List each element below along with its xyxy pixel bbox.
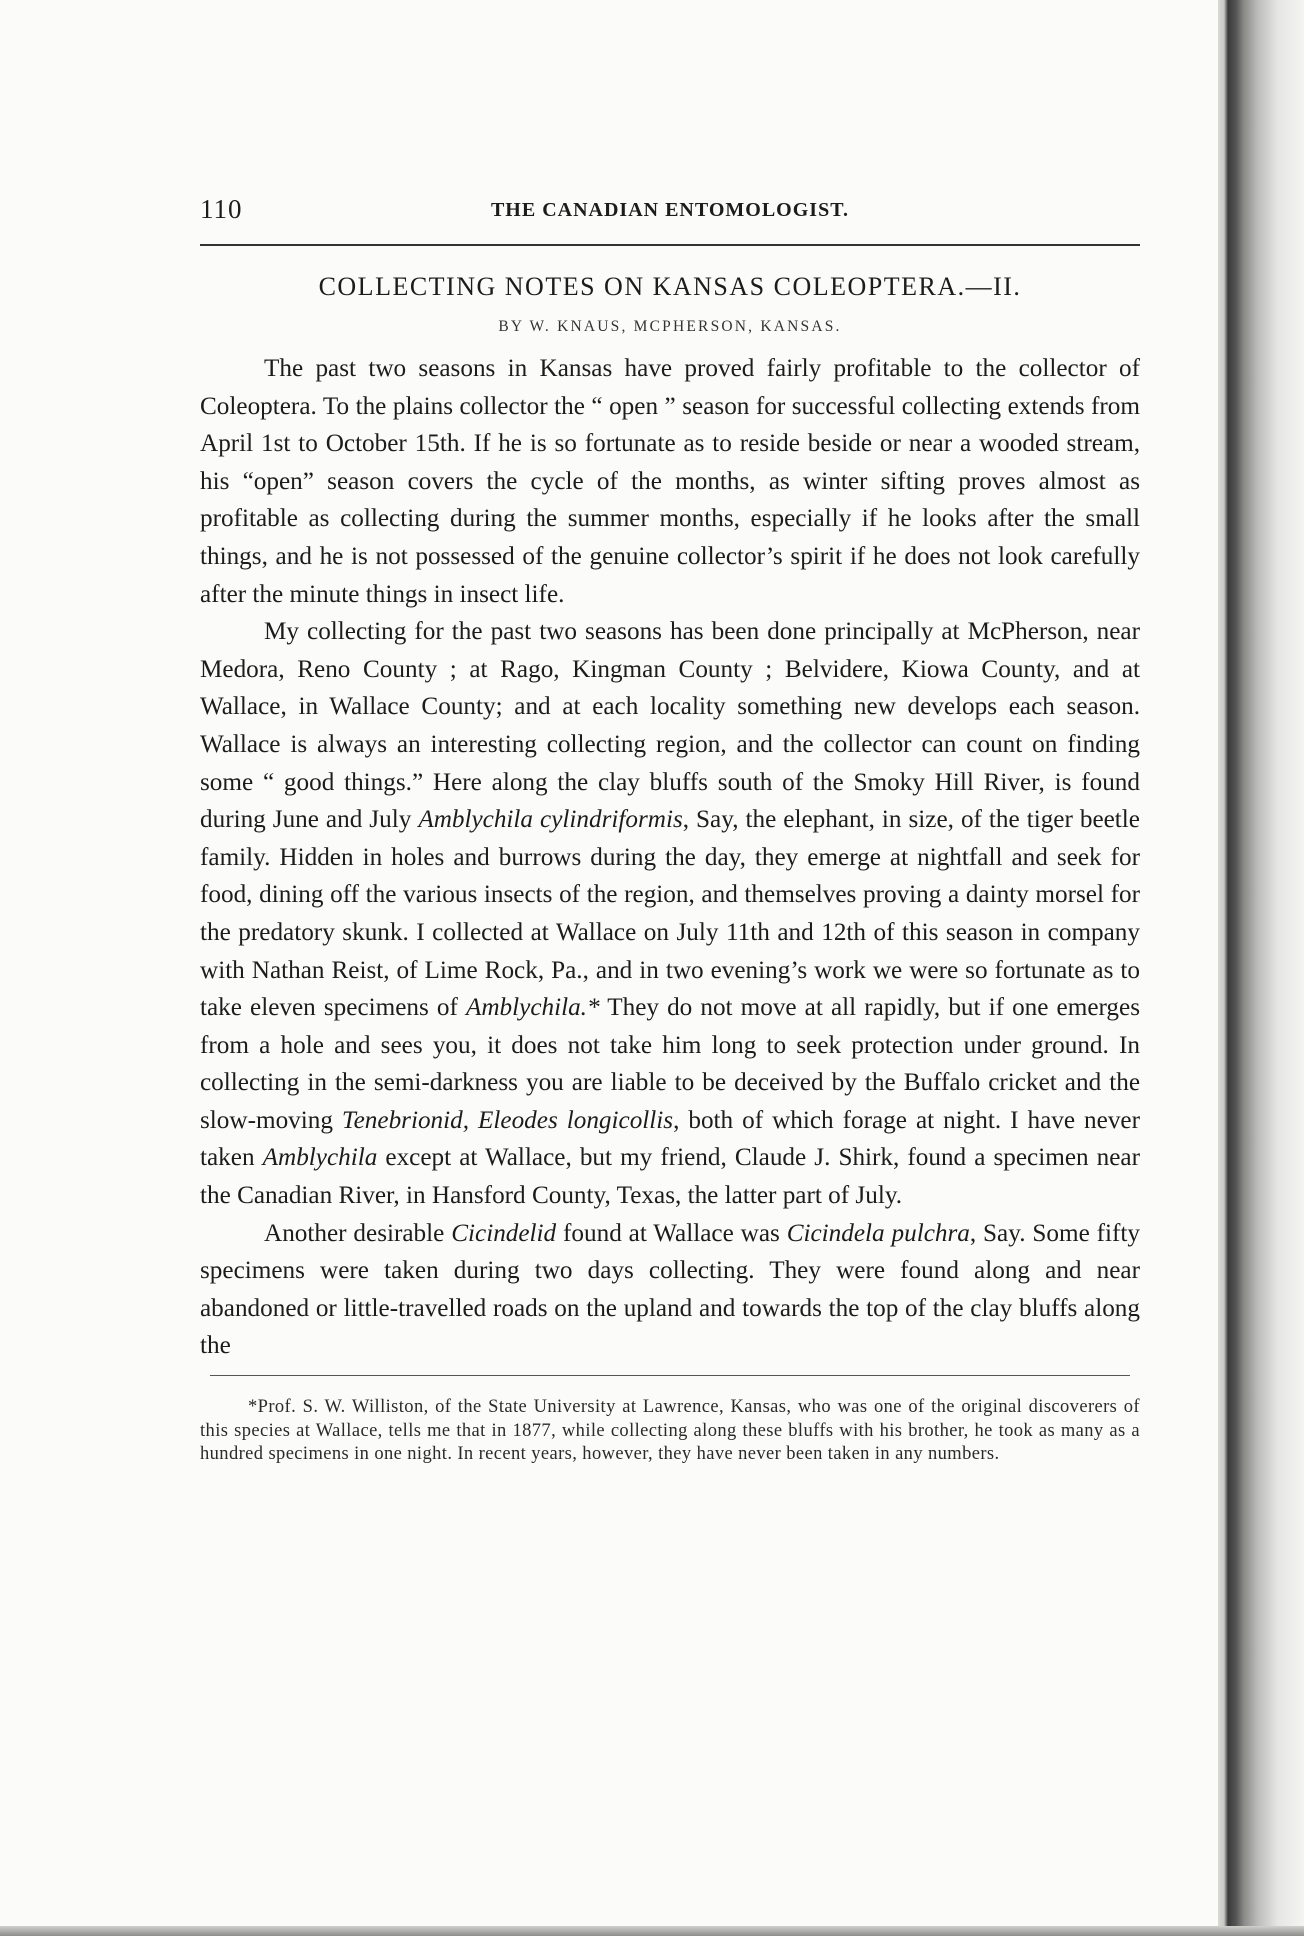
book-binding-shadow	[1218, 0, 1304, 1936]
page-bottom-edge	[0, 1926, 1304, 1936]
header-rule	[200, 244, 1140, 246]
text-run: , both of which forage at night. I have never taken	[200, 1106, 1140, 1172]
text-run: except at Wallace, but my friend, Claude J. Shirk, found a specimen near the Canadian River, in Hansford County, Texas, the latter part of July.	[200, 1144, 1140, 1210]
species-name: Tenebrionid, Eleodes longicollis	[341, 1106, 674, 1134]
text-run: My collecting for the past two seasons has been done principally at McPherson, near Medora, Reno County ; at Rago, Kingman County ; Belvidere, Kiowa County, and at Wallace, in Wallace County; and at each locality something new develops each season. Wallace is always an interesting collecting region, and the collector can count on finding some “ good things.” Here along the clay bluffs south of the Smoky Hill River, is found during June and July	[200, 618, 1140, 834]
article-body	[200, 350, 1140, 1365]
text-run: found at Wallace was	[556, 1219, 787, 1247]
species-name: Amblychila cylindriformis	[418, 806, 683, 834]
article-byline: BY W. KNAUS, MCPHERSON, KANSAS.	[498, 318, 842, 335]
running-head	[200, 190, 1140, 234]
text-run: The past two seasons in Kansas have proved fairly profitable to the collector of Coleoptera. To the plains collector the “ open ” season for successful collecting extends from April 1st to October 15th. If he is so fortunate as to reside beside or near a wooded stream, his “open” season covers the cycle of the months, as winter sifting proves almost as profitable as collecting during the summer months, especially if he looks after the small things, and he is not possessed of the genuine collector’s spirit if he does not look carefully after the minute things in insect life.	[200, 355, 1140, 608]
text-run: , Say. Some fifty specimens were taken during two days collecting. They were found along and near abandoned or little-travelled roads on the upland and towards the top of the clay bluffs along the	[200, 1219, 1140, 1360]
species-name: Amblychila	[262, 1144, 378, 1172]
text-run: They do not move at all rapidly, but if one emerges from a hole and sees you, it does not take him long to seek protection under ground. In collecting in the semi-darkness you are liable to be deceived by the Buffalo cricket and the slow-moving	[200, 994, 1141, 1134]
page-number: 110	[200, 194, 243, 224]
footnote: *Prof. S. W. Williston, of the State University at Lawrence, Kansas, who was one of the original discoverers of this species at Wallace, tells me that in 1877, while collecting along these bluffs with his brother, he took as many as a hundred specimens in one night. In recent years, however, they have never been taken in any numbers.	[200, 1397, 1140, 1465]
species-name: Cicindela pulchra	[786, 1219, 970, 1247]
article-title: COLLECTING NOTES ON KANSAS COLEOPTERA.—II.	[318, 272, 1022, 301]
text-column	[200, 190, 1140, 1467]
text-run: Another desirable	[264, 1219, 452, 1247]
text-run: , Say, the elephant, in size, of the tiger beetle family. Hidden in holes and burrows during the day, they emerge at nightfall and seek for food, dining off the various insects of the region, and themselves proving a dainty morsel for the predatory skunk. I collected at Wallace on July 11th and 12th of this season in company with Nathan Reist, of Lime Rock, Pa., and in two evening’s work we were so fortunate as to take eleven specimens of	[200, 806, 1140, 1022]
species-name: Amblychila.*	[465, 994, 600, 1022]
footnote-rule	[210, 1375, 1130, 1376]
paragraph	[200, 350, 1140, 613]
paragraph	[200, 1215, 1140, 1365]
species-name: Cicindelid	[451, 1219, 557, 1247]
paragraph	[200, 613, 1140, 1215]
journal-title: THE CANADIAN ENTOMOLOGIST.	[490, 199, 850, 221]
